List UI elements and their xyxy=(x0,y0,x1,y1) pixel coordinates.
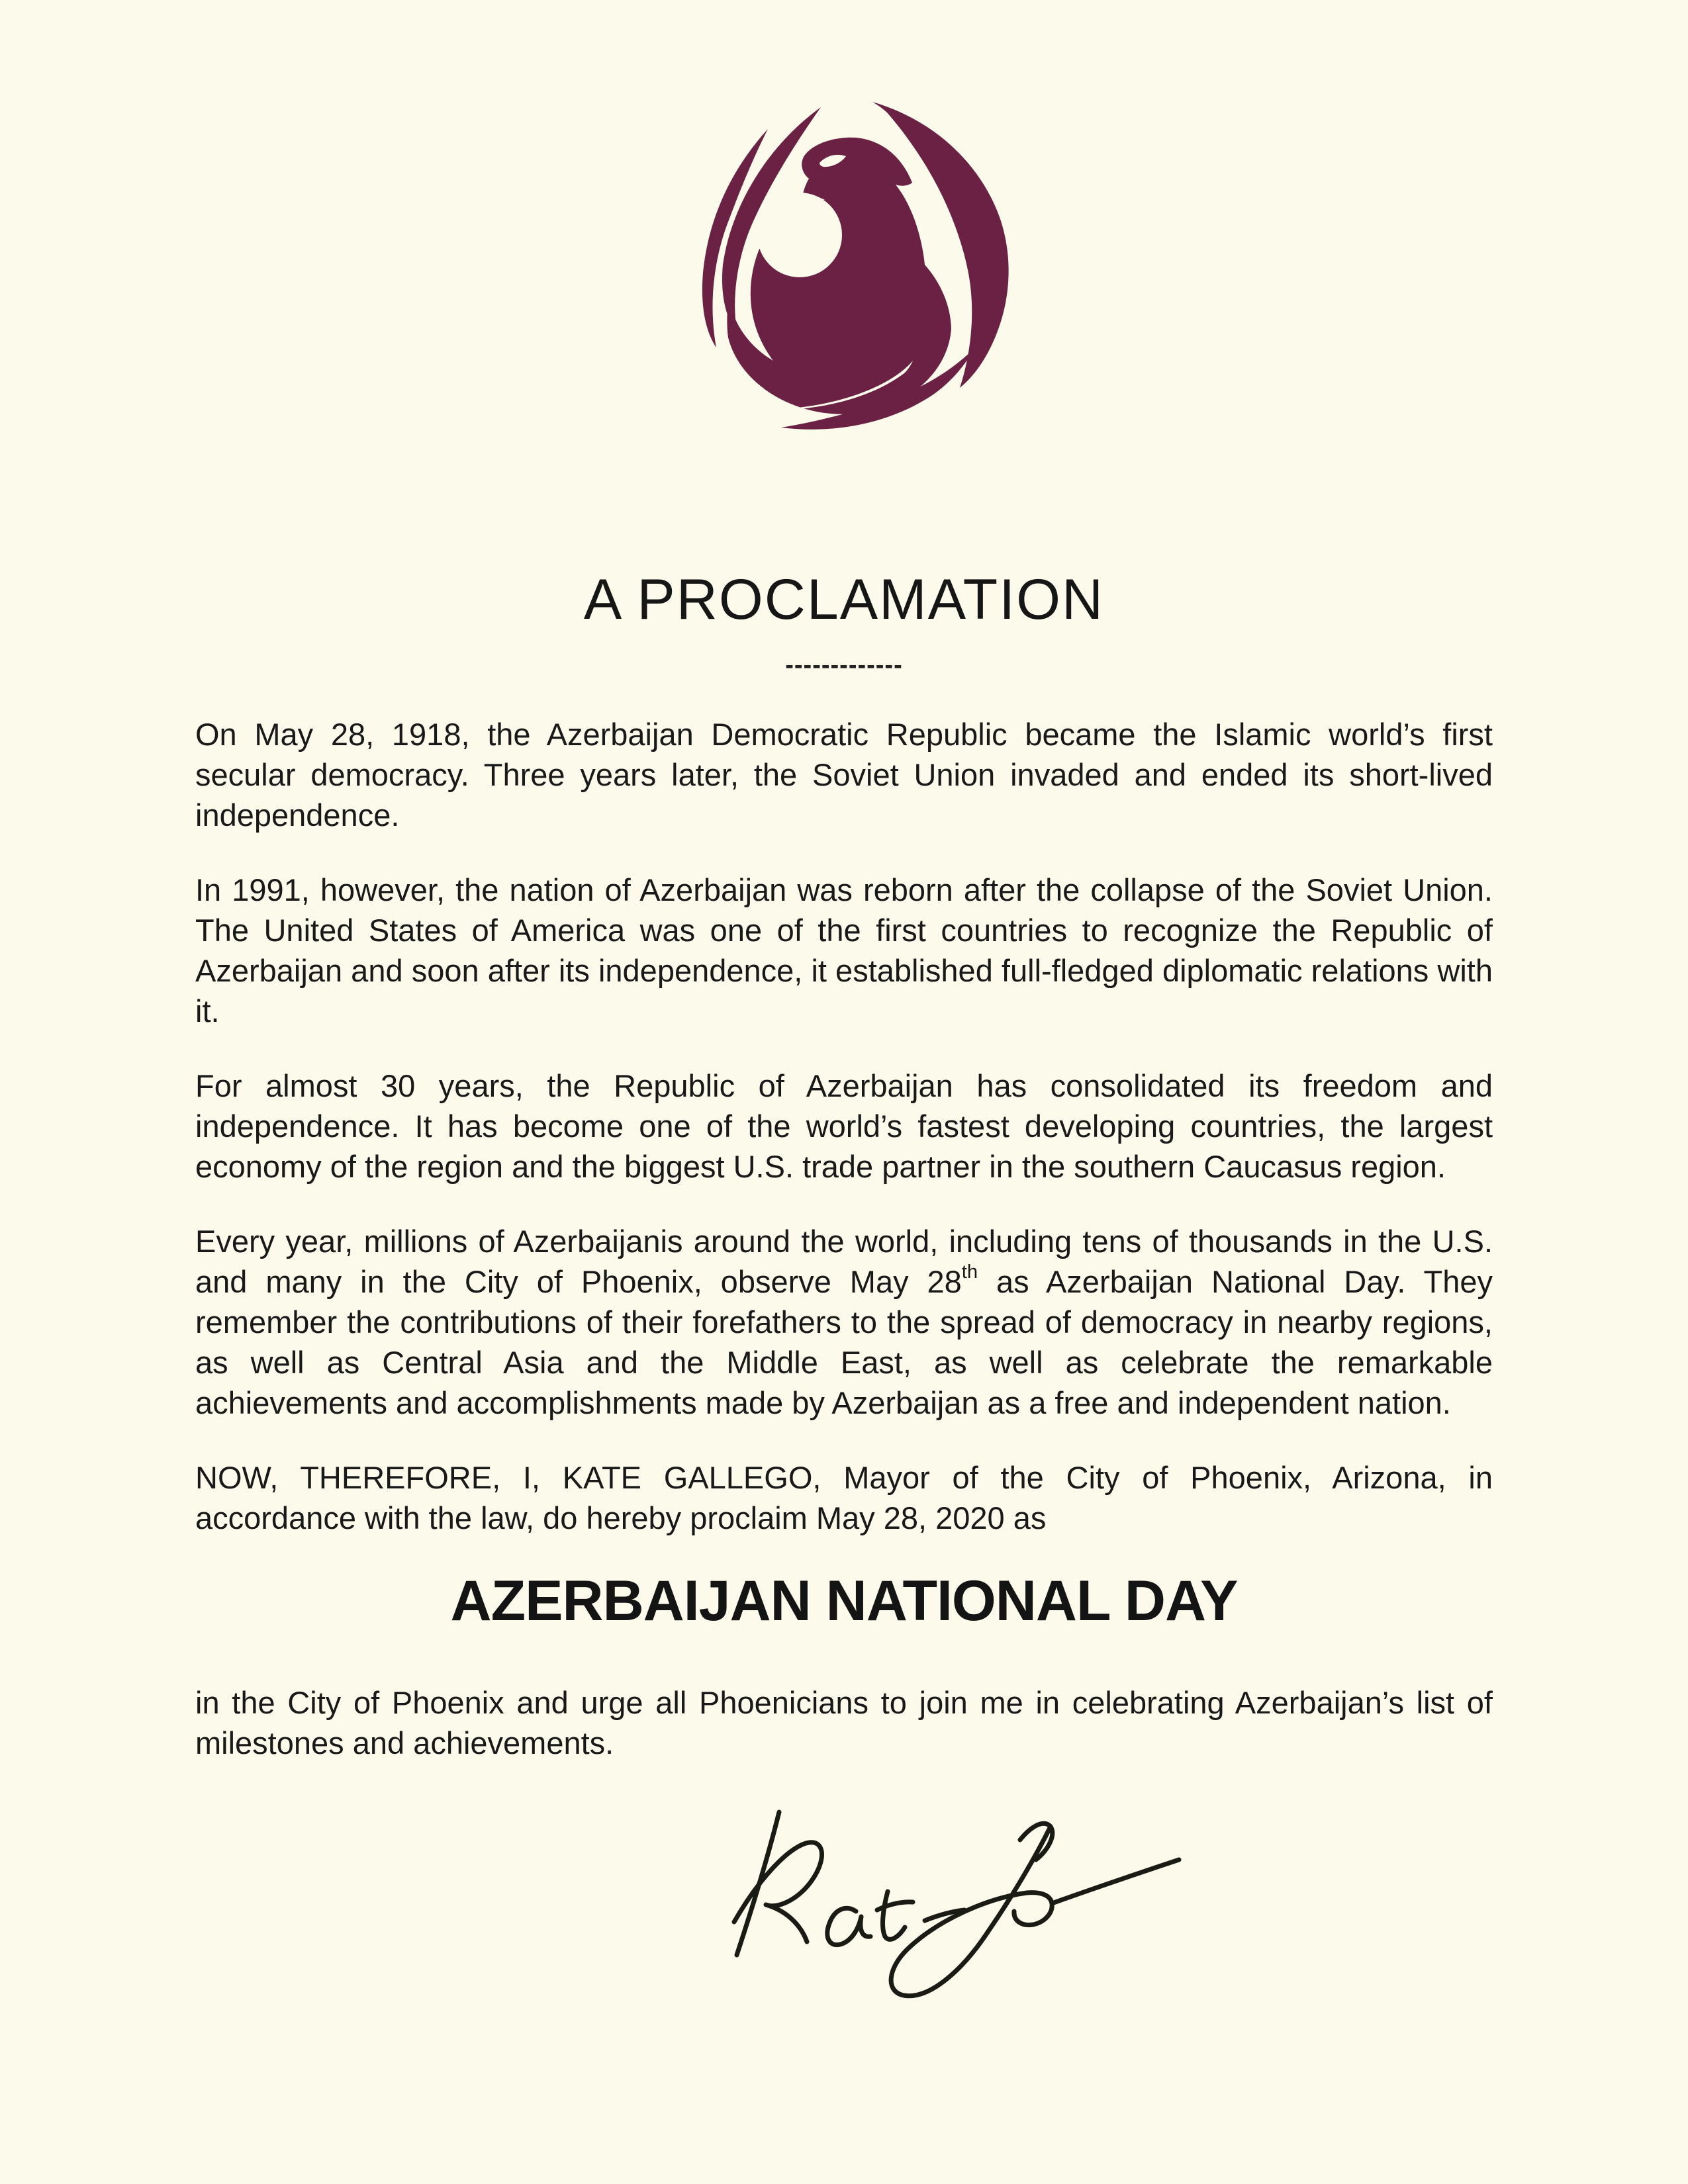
signature-stroke-a xyxy=(827,1908,870,1944)
paragraph-4-text-start: Every year, millions of Azerbaijanis around the world, including tens of thousands in the U.S. and many in the City of Phoenix, observe May 28 xyxy=(195,1223,1493,1299)
phoenix-spiral-center-cutout xyxy=(757,193,842,277)
paragraph-4-text-end: as Azerbaijan National Day. They remember the contributions of their forefathers to the spread of democracy in nearby regions, as well as Central Asia and the Middle East, as well as celebrate the remarkable achievements and accomplishments made by Azerbaijan as a free and independent nation. xyxy=(195,1263,1493,1420)
paragraph-4 xyxy=(195,1221,1493,1423)
title-divider-dashes: ------------- xyxy=(785,651,903,679)
mayor-signature xyxy=(113,1797,1688,2003)
signature-stroke-t-cross xyxy=(877,1901,913,1909)
paragraph-3: For almost 30 years, the Republic of Azerbaijan has consolidated its freedom and independence. It has become one of the world’s fastest developing countries, the largest economy of the region and the biggest U.S. trade partner in the southern Caucasus region. xyxy=(195,1068,1493,1184)
document-title: A PROCLAMATION xyxy=(583,568,1105,631)
paragraph-6: in the City of Phoenix and urge all Phoenicians to join me in celebrating Azerbaijan’s list of milestones and achievements. xyxy=(195,1684,1493,1760)
city-of-phoenix-logo xyxy=(0,0,1688,440)
signature-icon xyxy=(731,1797,1182,2003)
signature-stroke-tail xyxy=(1052,1860,1179,1903)
superscript-th: th xyxy=(961,1261,978,1283)
proclamation-heading: AZERBAIJAN NATIONAL DAY xyxy=(450,1569,1238,1633)
proclamation-body xyxy=(195,714,1493,1763)
signature-stroke-g-loop xyxy=(891,1827,1052,1996)
paragraph-1: On May 28, 1918, the Azerbaijan Democratic Republic became the Islamic world’s first secular democracy. Three years later, the Soviet Union invaded and ended its short-lived independence. xyxy=(195,716,1493,833)
signature-stroke-t xyxy=(883,1891,905,1939)
phoenix-bird-icon xyxy=(669,99,1019,437)
paragraph-2: In 1991, however, the nation of Azerbaijan was reborn after the collapse of the Soviet Union. The United States of America was one of the first countries to recognize the Republic of Azerbaijan and soon after its independence, it established full-fledged diplomatic relations with it. xyxy=(195,872,1493,1028)
paragraph-5: NOW, THEREFORE, I, KATE GALLEGO, Mayor of the City of Phoenix, Arizona, in accordance with the law, do hereby proclaim May 28, 2020 as xyxy=(195,1459,1493,1535)
